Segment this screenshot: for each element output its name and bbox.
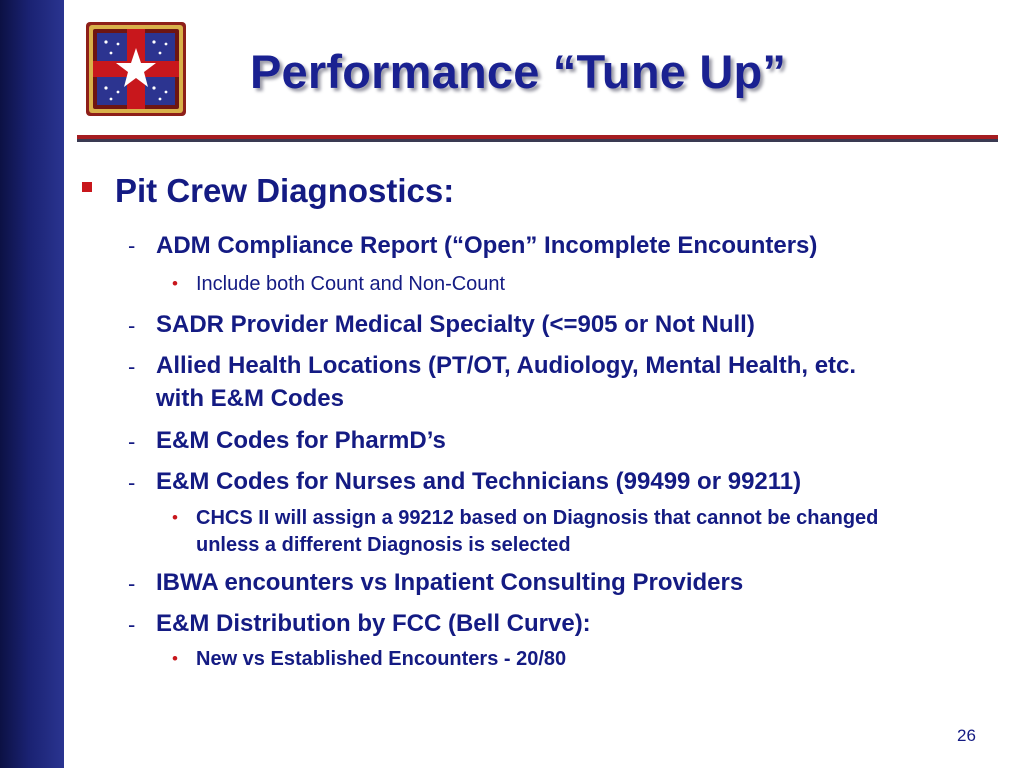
list-item: E&M Codes for Nurses and Technicians (99499 or 99211) (156, 468, 802, 495)
sub-list-item: CHCS II will assign a 99212 based on Diagnosis that cannot be changed (196, 507, 879, 529)
dot-bullet-icon: • (172, 274, 178, 293)
list-item: ADM Compliance Report (“Open” Incomplete Encounters) (156, 232, 818, 259)
dot-bullet-icon: • (172, 508, 178, 527)
left-accent-bar (0, 0, 64, 768)
slide-number: 26 (957, 726, 976, 745)
slide-title: Performance “Tune Up” (250, 45, 787, 98)
list-item-continuation: with E&M Codes (156, 385, 345, 412)
dash-bullet-icon: - (128, 612, 136, 637)
dash-bullet-icon: - (128, 571, 136, 596)
square-bullet-icon (82, 182, 92, 192)
medical-cross-emblem-icon (86, 22, 186, 116)
dot-bullet-icon: • (172, 649, 178, 668)
dash-bullet-icon: - (128, 429, 136, 454)
dash-bullet-icon: - (128, 313, 136, 338)
section-heading: Pit Crew Diagnostics: (115, 172, 455, 209)
title-divider (77, 135, 998, 142)
dash-bullet-icon: - (128, 470, 136, 495)
list-item: E&M Codes for PharmD’s (156, 427, 446, 454)
sub-list-item-continuation: unless a different Diagnosis is selected (196, 534, 571, 556)
list-item: SADR Provider Medical Specialty (<=905 or Not Null) (156, 311, 755, 338)
sub-list-item: Include both Count and Non-Count (196, 273, 506, 295)
dash-bullet-icon: - (128, 233, 136, 258)
list-item: Allied Health Locations (PT/OT, Audiology, Mental Health, etc. (156, 352, 857, 379)
list-item: IBWA encounters vs Inpatient Consulting Providers (156, 569, 744, 596)
sub-list-item: New vs Established Encounters - 20/80 (196, 648, 567, 670)
list-item: E&M Distribution by FCC (Bell Curve): (156, 610, 591, 637)
dash-bullet-icon: - (128, 354, 136, 379)
